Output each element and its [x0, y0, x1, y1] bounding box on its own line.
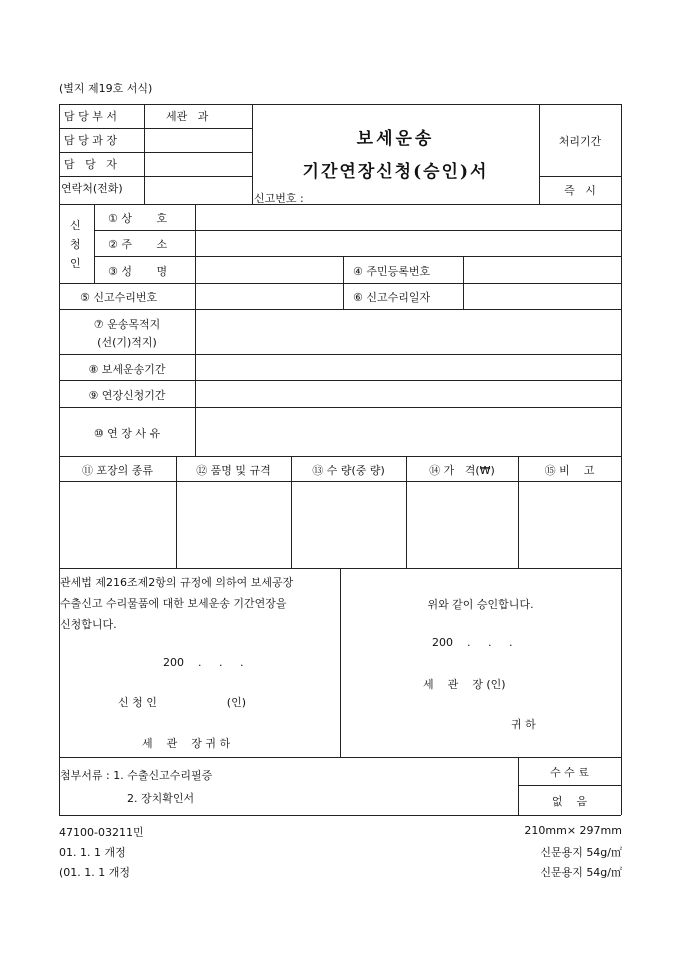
form-reference: (별지 제19호 서식): [59, 82, 153, 95]
applicant-label-2: 청: [70, 238, 81, 251]
report-number-label: 신고번호 :: [254, 192, 304, 205]
declaration-line-3: 신청합니다.: [60, 618, 117, 631]
destination-sublabel: (선(기)적지): [97, 336, 157, 349]
approval-date: 200 . . .: [432, 636, 513, 649]
form-title-line1: 보세운송: [356, 129, 435, 149]
applicant-name-label: ③ 성 명: [108, 265, 168, 278]
contact-label: 연락처(전화): [61, 182, 123, 195]
col-quantity: ⑬ 수 량(중 량): [312, 464, 385, 477]
destination-label: ⑦ 운송목적지: [93, 318, 161, 331]
acceptance-number-label: ⑤ 신고수리번호: [80, 291, 158, 304]
declaration-line-2: 수출신고 수리물품에 대한 보세운송 기간연장을: [60, 597, 287, 610]
revision-note-1: 01. 1. 1 개정: [59, 846, 126, 859]
dept-label: 담 당 부 서: [64, 110, 117, 123]
attachments-line-2: 2. 장치확인서: [127, 792, 195, 805]
paper-spec-2: 신문용지 54g/㎡: [540, 866, 622, 879]
applicant-label-1: 신: [70, 219, 81, 232]
declaration-line-1: 관세법 제216조제2항의 규정에 의하여 보세공장: [60, 576, 294, 589]
person-in-charge-label: 담 당 자: [64, 158, 117, 171]
col-item-spec: ⑫ 품명 및 규격: [196, 464, 271, 477]
customs-chief-addressee: 세 관 장 귀 하: [142, 737, 231, 750]
customs-chief-signature: 세 관 장 (인): [423, 678, 506, 691]
attachments-line-1: 첨부서류 : 1. 수출신고수리필증: [60, 769, 213, 782]
form-code: 47100-03211민: [59, 826, 144, 839]
applicant-signature: 신 청 인 (인): [118, 696, 247, 709]
paper-spec-1: 신문용지 54g/㎡: [540, 846, 622, 859]
processing-period-label: 처리기간: [558, 135, 602, 148]
approval-addressee: 귀 하: [511, 718, 536, 731]
resident-number-label: ④ 주민등록번호: [353, 265, 431, 278]
paper-size: 210mm× 297mm: [524, 824, 622, 837]
transport-period-label: ⑧ 보세운송기간: [88, 363, 166, 376]
extension-reason-label: ⑩ 연 장 사 유: [93, 427, 161, 440]
address-label: ② 주 소: [108, 238, 168, 251]
dept-value: 세관 과: [166, 110, 209, 123]
extension-period-label: ⑨ 연장신청기간: [88, 389, 166, 402]
processing-period-value: 즉 시: [564, 184, 596, 197]
col-remarks: ⑮ 비 고: [544, 464, 595, 477]
acceptance-date-label: ⑥ 신고수리일자: [353, 291, 431, 304]
approval-statement: 위와 같이 승인합니다.: [427, 598, 534, 611]
applicant-label-3: 인: [70, 257, 81, 270]
applicant-date: 200 . . .: [163, 656, 244, 669]
col-price: ⑭ 가 격(₩): [429, 464, 495, 477]
col-packing-type: ⑪ 포장의 종류: [81, 464, 154, 477]
fee-label: 수 수 료: [550, 766, 589, 779]
trade-name-label: ① 상 호: [108, 212, 168, 225]
fee-value: 없 음: [551, 795, 588, 808]
revision-note-2: (01. 1. 1 개정: [59, 866, 131, 879]
form-title-line2: 기간연장신청(승인)서: [302, 162, 489, 182]
section-chief-label: 담 당 과 장: [64, 134, 117, 147]
